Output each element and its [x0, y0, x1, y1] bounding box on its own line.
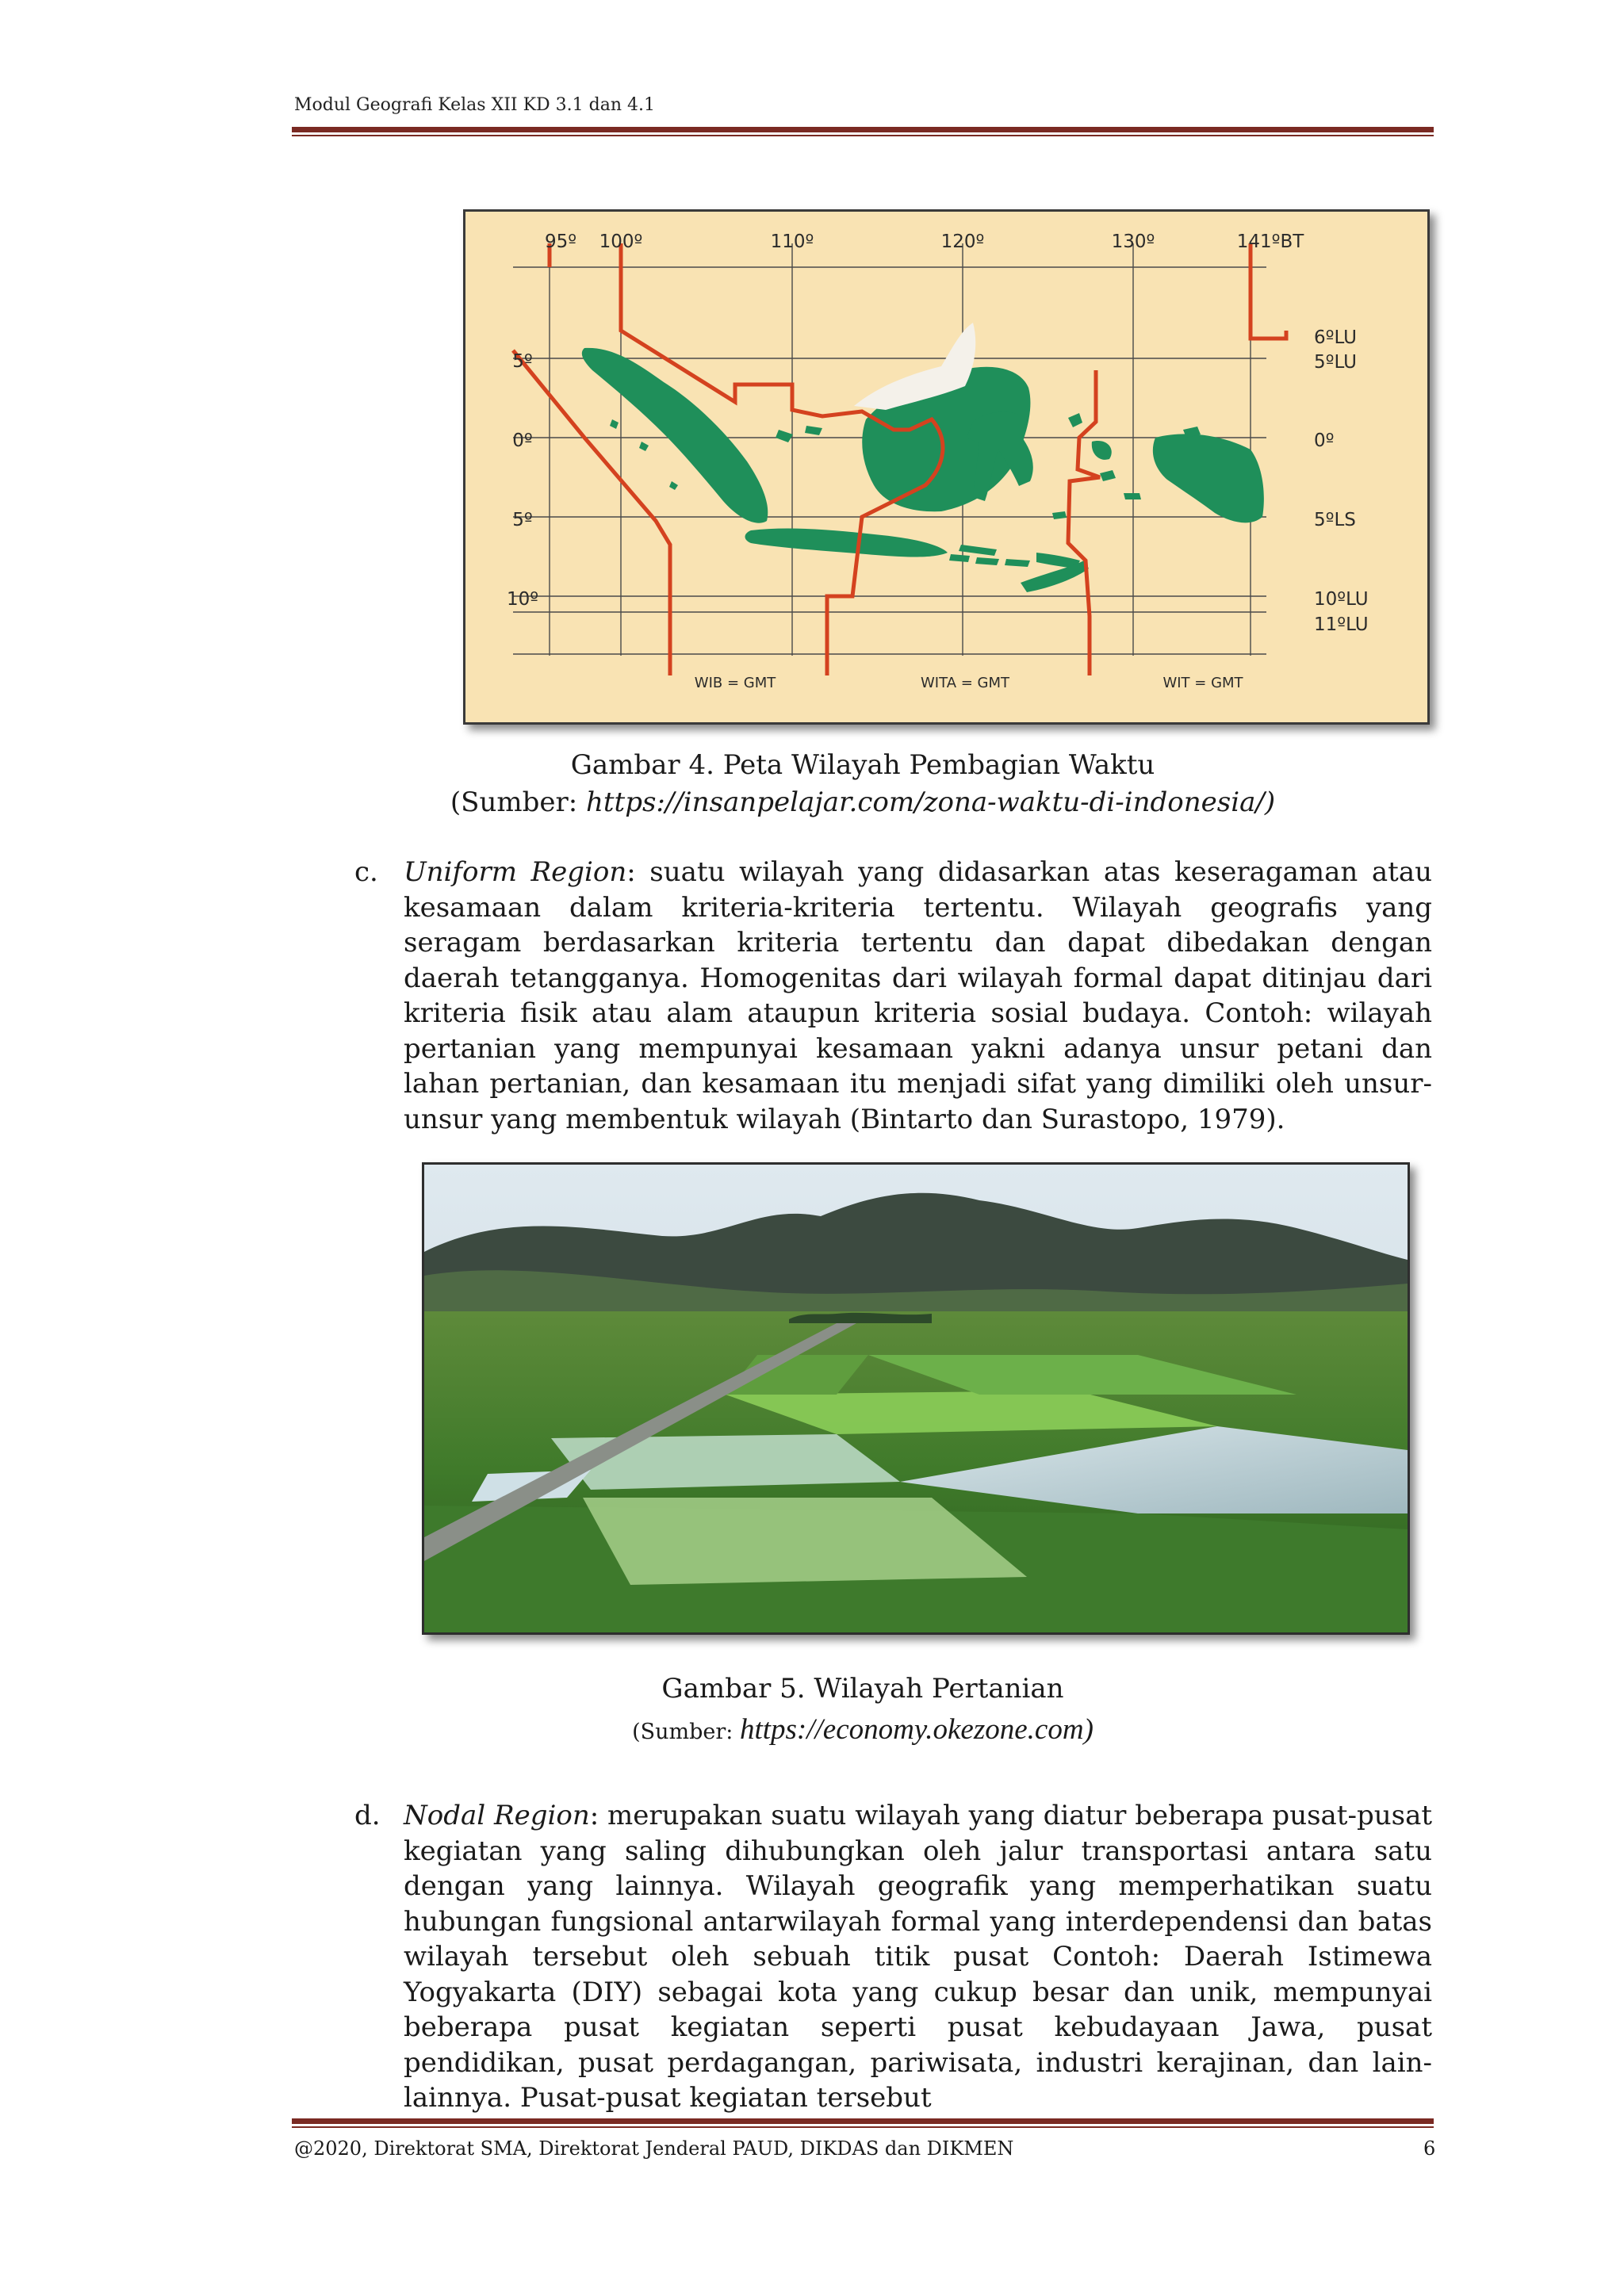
page-number: 6 — [1423, 2137, 1436, 2160]
figure-5-source-prefix: (Sumber: — [632, 1720, 740, 1744]
item-d-term: Nodal Region — [404, 1800, 590, 1831]
item-c-marker: c. — [354, 856, 378, 888]
svg-text:0º: 0º — [512, 430, 533, 451]
item-d-marker: d. — [354, 1800, 381, 1831]
svg-text:120º: 120º — [940, 232, 985, 252]
svg-text:130º: 130º — [1111, 232, 1155, 252]
svg-text:5ºLU: 5ºLU — [1314, 352, 1357, 373]
svg-text:6ºLU: 6ºLU — [1314, 327, 1357, 348]
svg-text:0º: 0º — [1314, 430, 1335, 451]
figure-4-source-link[interactable]: https://insanpelajar.com/zona-waktu-di-indonesia/) — [586, 786, 1276, 818]
item-d-paragraph — [404, 1798, 1432, 2116]
item-c-paragraph — [404, 855, 1432, 1137]
svg-text:11ºLU: 11ºLU — [1314, 614, 1369, 635]
rice-field-illustration — [424, 1165, 1408, 1632]
item-c-text: : suatu wilayah yang didasarkan atas keseragaman atau kesamaan dalam kriteria-kriteria tertentu. Wilayah geografis yang seragam berdasarkan kriteria tertentu dan dapat dibedakan dengan daerah tetangganya. Homogenitas dari wilayah formal dapat ditinjau dari kriteria fisik atau alam ataupun kriteria sosial budaya. Contoh: wilayah pertanian yang mempunyai kesamaan yakni adanya unsur petani dan lahan pertanian, dan kesamaan itu menjadi sifat yang dimiliki oleh unsur-unsur yang membentuk wilayah (Bintarto dan Surastopo, 1979). — [404, 856, 1432, 1135]
header-title: Modul Geografi Kelas XII KD 3.1 dan 4.1 — [294, 95, 656, 115]
footer-rule — [292, 2118, 1434, 2128]
item-d-text: : merupakan suatu wilayah yang diatur beberapa pusat-pusat kegiatan yang saling dihubungkan oleh jalur transportasi antara satu dengan yang lainnya. Wilayah geografik yang memperhatikan suatu hubungan fungsional antarwilayah formal yang interdependensi dan batas wilayah tersebut oleh sebuah titik pusat Contoh: Daerah Istimewa Yogyakarta (DIY) sebagai kota yang cukup besar dan unik, mempunyai beberapa pusat kegiatan seperti pusat kebudayaan Jawa, pusat pendidikan, pusat perdagangan, pariwisata, industri kerajinan, dan lain-lainnya. Pusat-pusat kegiatan tersebut — [404, 1800, 1432, 2114]
svg-text:10º: 10º — [506, 589, 539, 610]
svg-text:5º: 5º — [512, 510, 533, 530]
figure-4-source-prefix: (Sumber: — [450, 786, 586, 818]
svg-text:5ºLS: 5ºLS — [1314, 510, 1356, 530]
figure-4-source — [292, 786, 1434, 818]
figure-4-caption: Gambar 4. Peta Wilayah Pembagian Waktu — [570, 749, 1155, 781]
agricultural-region-photo — [422, 1162, 1410, 1635]
svg-text:110º: 110º — [770, 232, 814, 252]
svg-text:WIB = GMT: WIB = GMT — [694, 675, 776, 691]
svg-text:WIT = GMT: WIT = GMT — [1162, 675, 1243, 691]
svg-text:5º: 5º — [512, 351, 533, 372]
figure-5-source — [292, 1712, 1434, 1747]
svg-text:100º: 100º — [599, 232, 643, 252]
time-zone-map-svg — [465, 212, 1427, 722]
svg-text:10ºLU: 10ºLU — [1314, 589, 1369, 610]
header-rule — [292, 127, 1434, 136]
footer-copyright: @2020, Direktorat SMA, Direktorat Jenderal PAUD, DIKDAS dan DIKMEN — [294, 2137, 1014, 2160]
svg-text:95º: 95º — [544, 232, 577, 252]
time-zone-map — [463, 209, 1430, 725]
figure-5-source-link[interactable]: https://economy.okezone.com) — [739, 1713, 1094, 1746]
item-c-term: Uniform Region — [404, 856, 627, 888]
figure-5-caption: Gambar 5. Wilayah Pertanian — [661, 1673, 1064, 1705]
svg-text:141ºBT: 141ºBT — [1236, 232, 1304, 252]
svg-text:WITA = GMT: WITA = GMT — [920, 675, 1010, 691]
